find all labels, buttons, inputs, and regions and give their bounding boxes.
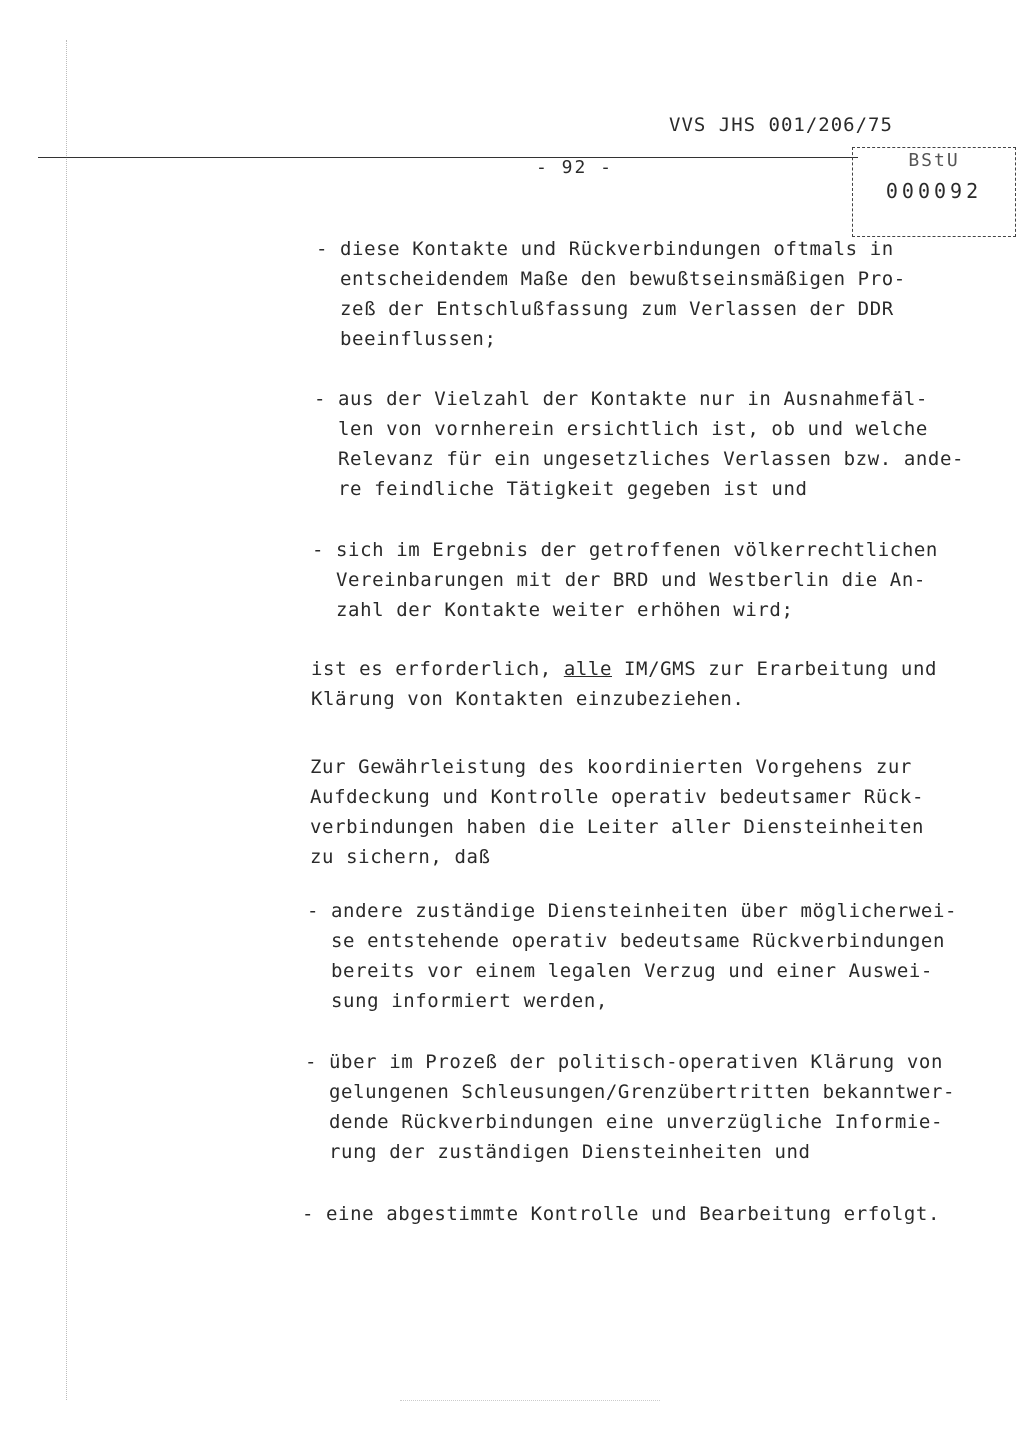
margin-dotted-line [66, 40, 67, 1400]
text-line: gelungenen Schleusungen/Grenzübertritten bekanntwer- [329, 1081, 956, 1103]
bullet-item [336, 535, 938, 625]
text-line: andere zuständige Diensteinheiten über möglicherwei- [331, 900, 958, 922]
text-line: über im Prozeß der politisch-operativen Klärung von [329, 1051, 943, 1073]
text-line: rung der zuständigen Diensteinheiten und [329, 1141, 811, 1163]
text-line: eine abgestimmte Kontrolle und Bearbeitung erfolgt. [326, 1203, 940, 1225]
text-line: beeinflussen; [340, 328, 497, 350]
bullet-item [331, 896, 957, 1016]
text-line: len von vornherein ersichtlich ist, ob und welche [338, 418, 928, 440]
text-line: zeß der Entschlußfassung zum Verlassen der DDR [340, 298, 894, 320]
stamp-number: 000092 [885, 179, 983, 203]
bullet-item [340, 234, 906, 354]
text-line: aus der Vielzahl der Kontakte nur in Ausnahmefäl- [338, 388, 928, 410]
text-line: re feindliche Tätigkeit gegeben ist und [338, 478, 808, 500]
bullet-item [329, 1047, 955, 1167]
bullet-marker: - [302, 1203, 314, 1225]
bullet-marker: - [307, 900, 319, 922]
text-line [311, 654, 937, 684]
bullet-marker: - [312, 539, 324, 561]
page-number: - 92 - [536, 157, 614, 178]
document-reference: VVS JHS 001/206/75 [669, 114, 893, 136]
archive-stamp [852, 147, 1016, 237]
text-line: Relevanz für ein ungesetzliches Verlassen bzw. ande- [338, 448, 965, 470]
text-line: verbindungen haben die Leiter aller Diensteinheiten [310, 816, 924, 838]
text-segment: ist es erforderlich, [311, 658, 564, 680]
text-line: diese Kontakte und Rückverbindungen oftmals in [340, 238, 894, 260]
text-line: Zur Gewährleistung des koordinierten Vorgehens zur [310, 756, 912, 778]
stamp-org: BStU [908, 150, 960, 171]
bullet-item [338, 384, 964, 504]
bullet-marker: - [314, 388, 326, 410]
text-line: zu sichern, daß [310, 846, 491, 868]
text-line: dende Rückverbindungen eine unverzügliche Informie- [329, 1111, 943, 1133]
paragraph [311, 654, 937, 714]
underlined-word: alle [563, 658, 612, 680]
paragraph [310, 752, 924, 872]
scan-noise [400, 1400, 660, 1401]
bullet-item [326, 1199, 940, 1229]
text-line: entscheidendem Maße den bewußtseinsmäßigen Pro- [340, 268, 906, 290]
text-line: sich im Ergebnis der getroffenen völkerrechtlichen [336, 539, 938, 561]
header-rule [38, 157, 858, 158]
text-line: Klärung von Kontakten einzubeziehen. [311, 688, 745, 710]
bullet-marker: - [316, 238, 328, 260]
text-segment: IM/GMS zur Erarbeitung und [611, 658, 938, 680]
text-line: Vereinbarungen mit der BRD und Westberlin die An- [336, 569, 926, 591]
text-line: zahl der Kontakte weiter erhöhen wird; [336, 599, 794, 621]
text-line: se entstehende operativ bedeutsame Rückverbindungen [331, 930, 945, 952]
text-line: bereits vor einem legalen Verzug und einer Auswei- [331, 960, 933, 982]
bullet-marker: - [305, 1051, 317, 1073]
text-line: Aufdeckung und Kontrolle operativ bedeutsamer Rück- [310, 786, 924, 808]
text-line: sung informiert werden, [331, 990, 608, 1012]
